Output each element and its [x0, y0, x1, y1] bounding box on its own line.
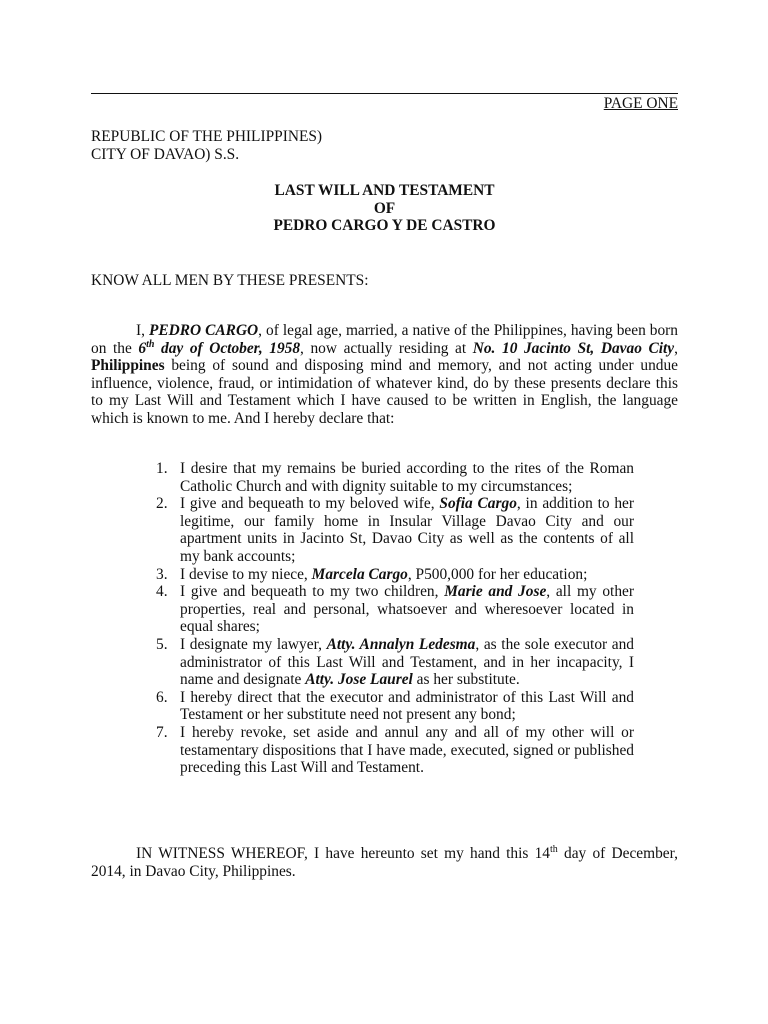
header-rule — [91, 93, 678, 94]
item-text: I give and bequeath to my beloved wife, — [180, 495, 440, 513]
item-text: I hereby direct that the executor and administrator of this Last Will and Testament or her substitute need not present any bond; — [180, 688, 634, 724]
document-title — [91, 182, 678, 235]
birth-date: day of October, 1958 — [154, 339, 301, 357]
venue-city: CITY OF DAVAO) S.S. — [91, 145, 240, 163]
item-text: I devise to my niece, — [180, 565, 312, 583]
executor-name: Atty. Annalyn Ledesma — [326, 635, 476, 653]
witness-clause — [91, 845, 678, 880]
beneficiary-wife: Sofia Cargo — [439, 495, 517, 513]
item-text: , all my other properties, real and personal, whatsoever and wheresoever located in equal shares; — [180, 583, 634, 636]
item-text: , in addition to her legitime, our family home in Insular Village Davao City and our apartment units in Jacinto St, Davao City as well as the contents of all my bank accounts; — [180, 495, 634, 565]
para-text-4: being of sound and disposing mind and memory, and not acting under undue influence, violence, fraud, or intimidation of whatever kind, do by these presents declare this to my Last Will and Testament which I have caused to be written in English, the language which is known to me. And I hereby declare that: — [91, 357, 678, 427]
item-number: 1. — [156, 460, 168, 477]
witness-text-1: IN WITNESS WHEREOF, I have hereunto set my hand this 14 — [136, 845, 550, 862]
item-number: 2. — [156, 495, 168, 513]
item-text: , as the sole executor and administrator of this Last Will and Testament, and in her incapacity, I name and designate — [180, 635, 634, 689]
witness-day-suffix: th — [550, 843, 558, 855]
item-number: 3. — [156, 565, 168, 583]
para-comma: , — [674, 339, 678, 357]
venue-country: REPUBLIC OF THE PHILIPPINES) — [91, 128, 323, 145]
title-line-2: OF — [373, 199, 396, 217]
item-number: 5. — [156, 635, 168, 653]
list-item — [156, 583, 634, 636]
para-text-3: , now actually residing at — [300, 339, 473, 357]
provisions-list — [156, 460, 634, 777]
substitute-executor-name: Atty. Jose Laurel — [305, 671, 413, 689]
declaration-paragraph — [91, 322, 678, 428]
item-number: 7. — [156, 723, 168, 741]
list-item — [156, 689, 634, 724]
item-text: as her substitute. — [412, 671, 520, 689]
birth-day-suffix: th — [146, 338, 155, 350]
para-text-1: I, — [136, 322, 149, 339]
residence-address: No. 10 Jacinto St, Davao City — [472, 339, 675, 357]
item-number: 4. — [156, 583, 168, 601]
item-text: , P500,000 for her education; — [407, 565, 588, 583]
witness-text-2: day of December, 2014, in Davao City, Philippines. — [91, 845, 678, 880]
list-item — [156, 495, 634, 565]
residence-country: Philippines — [91, 357, 165, 375]
item-text: I hereby revoke, set aside and annul any and all of my other will or testamentary dispositions that I have made, executed, signed or published preceding this Last Will and Testament. — [180, 723, 634, 777]
item-number: 6. — [156, 688, 168, 706]
presents-heading: KNOW ALL MEN BY THESE PRESENTS: — [91, 272, 369, 289]
list-item — [156, 724, 634, 777]
item-text: I desire that my remains be buried according to the rites of the Roman Catholic Church and with dignity suitable to my circumstances; — [180, 460, 634, 495]
list-item — [156, 566, 634, 584]
birth-day: 6 — [138, 339, 147, 357]
para-text-2: , of legal age, married, a native of the Philippines, having been born on the — [91, 322, 678, 357]
beneficiary-children: Marie and Jose — [444, 583, 547, 601]
testator-name: PEDRO CARGO — [148, 322, 259, 339]
beneficiary-niece: Marcela Cargo — [311, 565, 408, 583]
title-line-1: LAST WILL AND TESTAMENT — [274, 182, 495, 199]
venue-block — [91, 128, 322, 163]
item-text: I give and bequeath to my two children, — [180, 583, 445, 601]
list-item — [156, 460, 634, 495]
page-number-label: PAGE ONE — [603, 95, 678, 112]
item-text: I designate my lawyer, — [180, 635, 327, 653]
list-item — [156, 636, 634, 689]
title-line-3: PEDRO CARGO Y DE CASTRO — [273, 217, 496, 235]
